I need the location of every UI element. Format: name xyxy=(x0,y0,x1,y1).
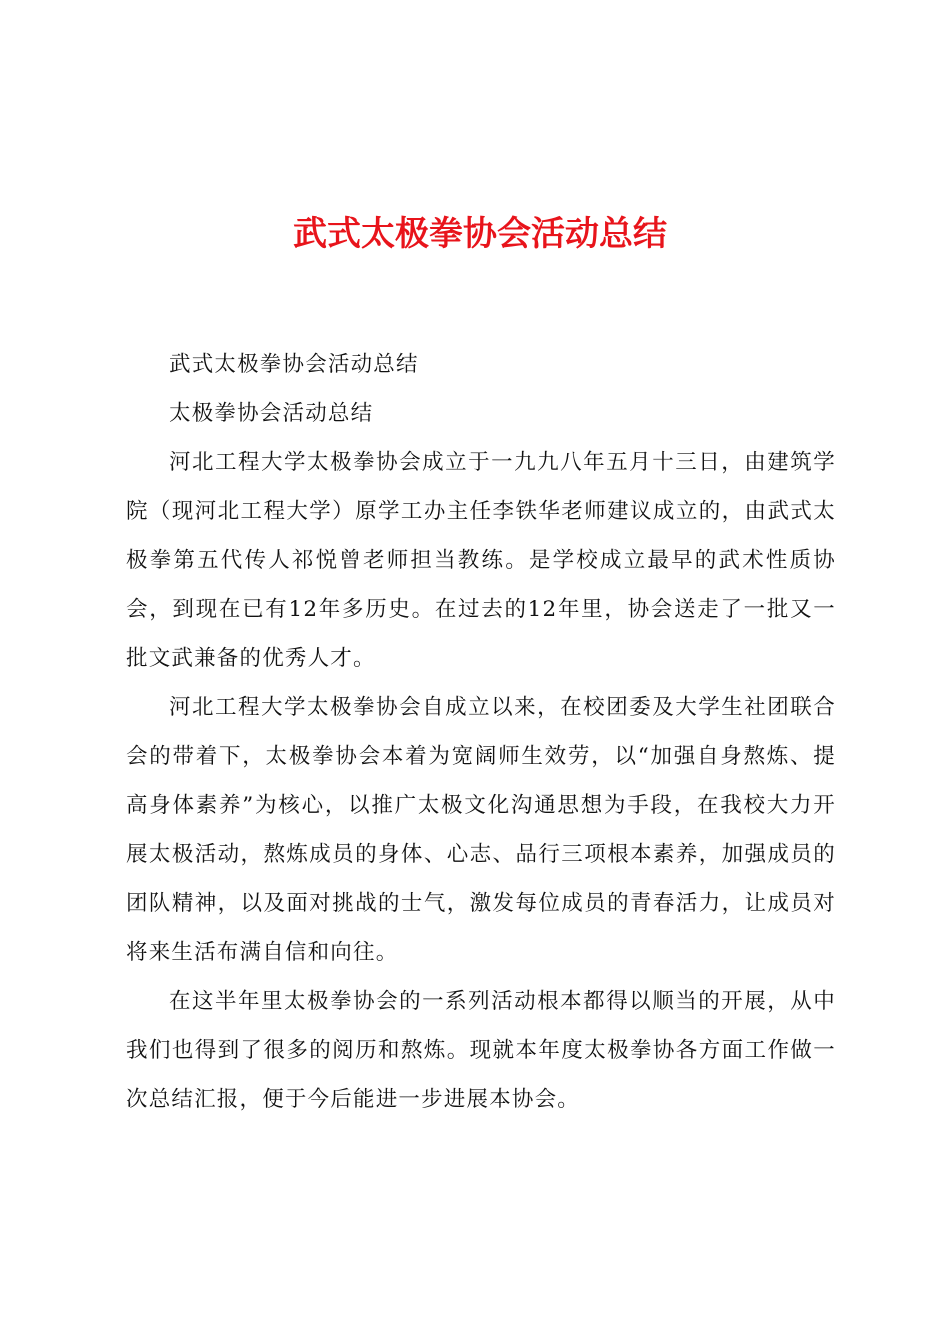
document-title: 武式太极拳协会活动总结 xyxy=(293,214,667,254)
document-body xyxy=(126,340,836,1124)
paragraph-5: 在这半年里太极拳协会的一系列活动根本都得以顺当的开展，从中我们也得到了很多的阅历和熬炼。现就本年度太极拳协各方面工作做一次总结汇报，便于今后能进一步进展本协会。 xyxy=(126,989,836,1112)
paragraph-2: 太极拳协会活动总结 xyxy=(169,401,374,426)
paragraph-1: 武式太极拳协会活动总结 xyxy=(169,352,419,377)
paragraph-4: 河北工程大学太极拳协会自成立以来，在校团委及大学生社团联合会的带着下，太极拳协会本着为宽阔师生效劳，以“加强自身熬炼、提高身体素养”为核心，以推广太极文化沟通思想为手段，在我校大力开展太极活动，熬炼成员的身体、心志、品行三项根本素养，加强成员的团队精神，以及面对挑战的士气，激发每位成员的青春活力，让成员对将来生活布满自信和向往。 xyxy=(126,695,836,965)
paragraph-3: 河北工程大学太极拳协会成立于一九九八年五月十三日，由建筑学院（现河北工程大学）原学工办主任李铁华老师建议成立的，由武式太极拳第五代传人祁悦曾老师担当教练。是学校成立最早的武术性质协会，到现在已有12年多历史。在过去的12年里，协会送走了一批又一批文武兼备的优秀人才。 xyxy=(126,450,836,671)
